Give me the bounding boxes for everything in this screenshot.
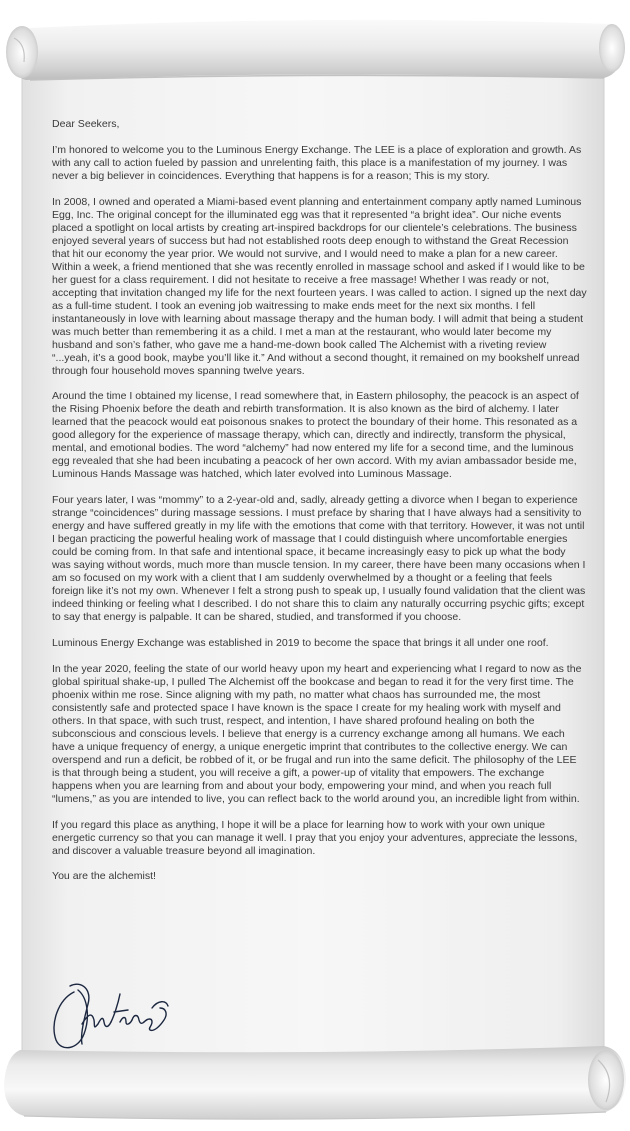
paragraph-intro: I’m honored to welcome you to the Luminous Energy Exchange. The LEE is a place of exploration and growth. As with any call to action fueled by passion and unrelenting faith, this place is a manifestation of my journey. I was never a big believer in coincidences. Everything that happens is for a reason; This is my story.: [52, 143, 582, 182]
handwritten-signature: [48, 978, 173, 1056]
paragraph-sign-off: You are the alchemist!: [52, 870, 156, 883]
paragraph-luminous-egg: In 2008, I owned and operated a Miami-based event planning and entertainment company aptly named Luminous Egg, Inc. The original concept for the illuminated egg was that it represented “a bright idea”. Our niche events placed a spotlight on local artists by creating art-inspired backdrops for our clientele’s celebrations. The business enjoyed several years of success but had not established roots deep enough to withstand the Great Recession that hit our economy the year prior. We would not survive, and I would need to make a plan for a new career. Within a week, a friend mentioned that she was recently enrolled in massage school and asked if I would like to be her guest for a class requirement. I did not hesitate to receive a free massage! Whether I was ready or not, accepting that invitation changed my life for the next fourteen years. I was called to action. I signed up the next day as a full-time student. I took an evening job waitressing to make ends meet for the next six months. I fell instantaneously in love with learning about massage therapy and the human body. I will admit that being a student was much better than remembering it as a child. I met a man at the restaurant, who would later become my husband and son’s father, who gave me a hand-me-down book called The Alchemist with a riveting review “...yeah, it’s a good book, maybe you’ll like it.” And without a second thought, it remained on my bookshelf unread through four household moves spanning twelve years.: [52, 195, 587, 377]
paragraph-peacock: Around the time I obtained my license, I read somewhere that, in Eastern philosophy, the peacock is an aspect of the Rising Phoenix before the death and rebirth transformation. It is also known as the bird of alchemy. I later learned that the peacock would eat poisonous snakes to protect the boundary of their home. This resonated as a good allegory for the experience of massage therapy, which can, directly and indirectly, transform the physical, mental, and emotional bodies. The word “alchemy” had now entered my life for a second time, and the luminous egg revealed that she had been incubating a peacock of her own accord. With my avian ambassador beside me, Luminous Hands Massage was hatched, which later evolved into Luminous Massage.: [52, 390, 579, 481]
paragraph-2020: In the year 2020, feeling the state of our world heavy upon my heart and experiencing what I regard to now as the global spiritual shake-up, I pulled The Alchemist off the bookcase and began to read it for the very first time. The phoenix within me rose. Since aligning with my path, no matter what chaos has surrounded me, the most consistently safe and protected space I have known is the space I create for my healing work with myself and others. In that space, with such trust, respect, and intention, I have shared profound healing on both the subconscious and conscious levels. I believe that energy is a currency exchange among all humans. We each have a unique frequency of energy, a unique energetic imprint that contributes to the collective energy. We can overspend and run a deficit, be robbed of it, or be frugal and run into the same deficit. The philosophy of the LEE is that through being a student, you will receive a gift, a power-up of vitality that empowers. The exchange happens when you are learning from and about your body, empowering your mind, and when you reach full “lumens,” as you are intended to live, you can reflect back to the world around you, an incredible light from within.: [52, 662, 582, 805]
paragraph-energy-sensitivity: Four years later, I was “mommy” to a 2-year-old and, sadly, already getting a divorce when I began to experience strange “coincidences” during massage sessions. I must preface by sharing that I have always had a sensitivity to energy and have suffered greatly in my life with the emotions that come with that territory. However, it was not until I began practicing the powerful healing work of massage that I could distinguish where uncomfortable energies could be coming from. In that safe and intentional space, it became increasingly easy to pick up what the body was saying without words, much more than muscle tension. In my career, there have been many occasions when I am so focused on my work with a client that I am suddenly overwhelmed by a thought or a feeling that feels foreign like it’s not my own. Whenever I felt a strong push to speak up, I usually found validation that the client was indeed thinking or feeling what I described. I do not share this to claim any naturally occurring psychic gifts; except to say that energy is palpable. It can be shared, studied, and transformed if you choose.: [52, 494, 586, 624]
letter-body: [52, 118, 587, 896]
salutation: Dear Seekers,: [52, 118, 120, 130]
paragraph-established: Luminous Energy Exchange was established in 2019 to become the space that brings it all under one roof.: [52, 636, 549, 649]
paragraph-closing: If you regard this place as anything, I hope it will be a place for learning how to work with your own unique energetic currency so that you can manage it well. I pray that you enjoy your adventures, appreciate the lessons, and discover a valuable treasure beyond all imagination.: [52, 818, 578, 857]
